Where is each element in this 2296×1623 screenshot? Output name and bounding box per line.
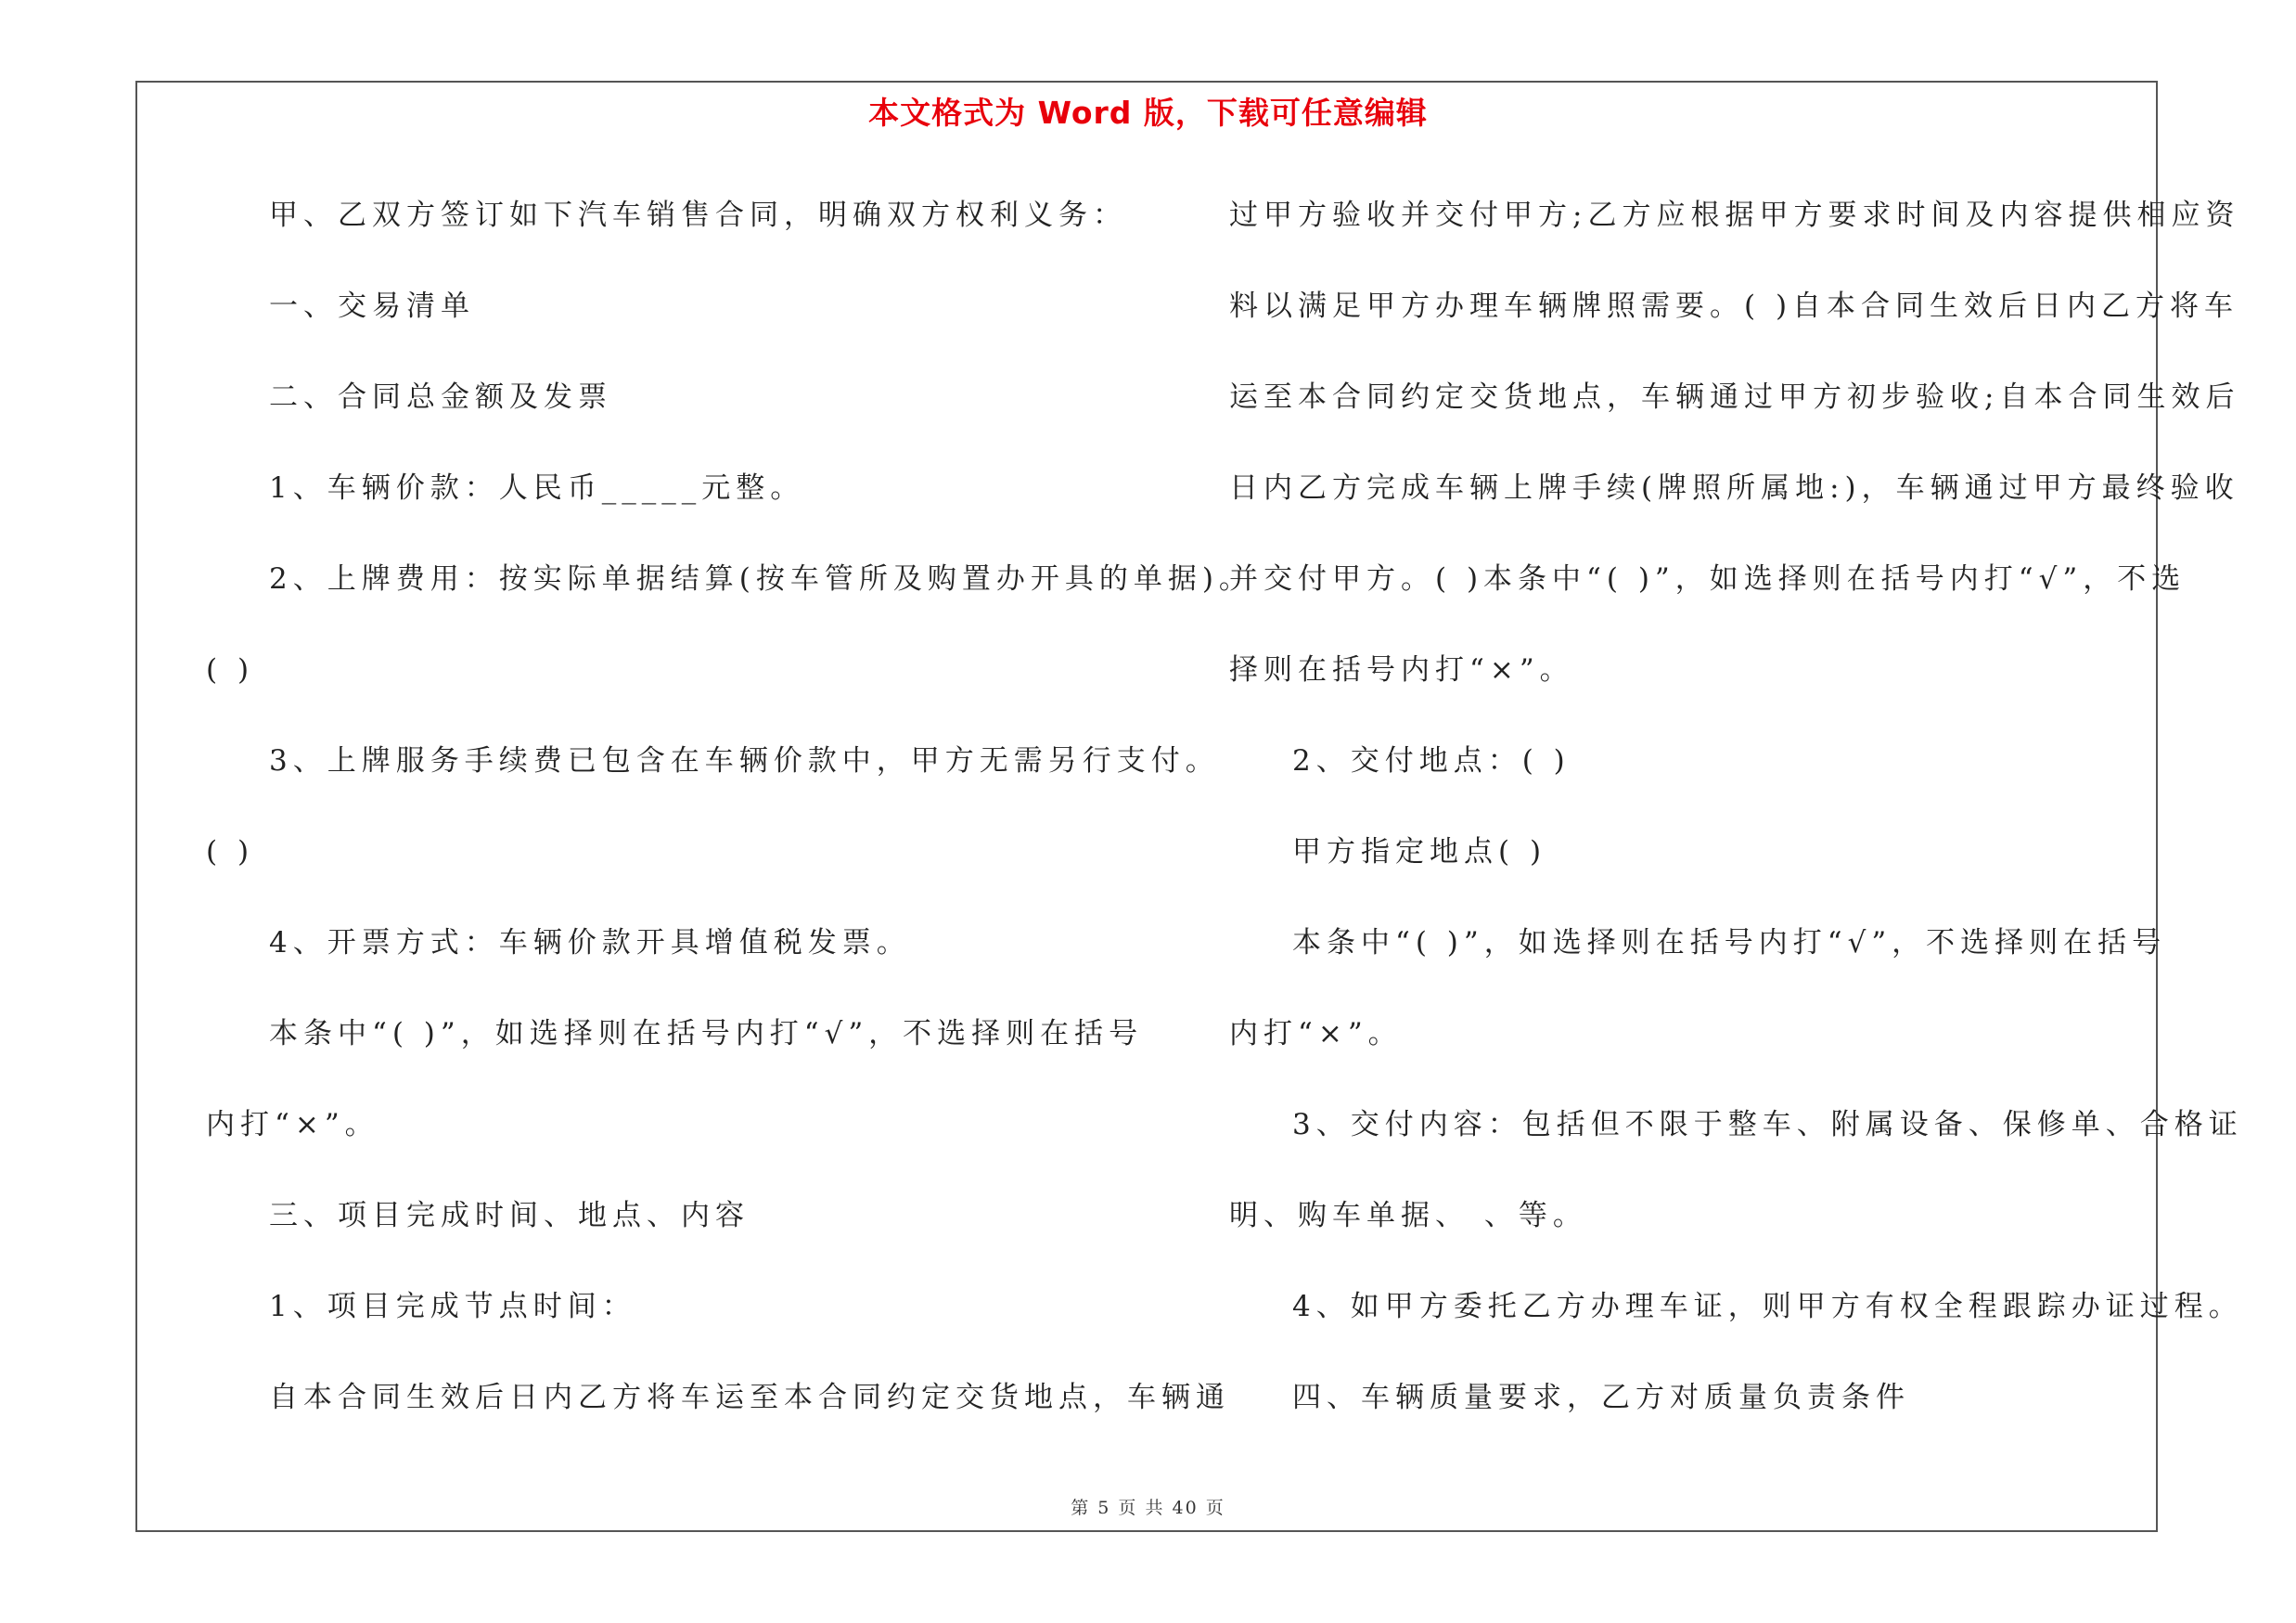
text-line: 3、交付内容：包括但不限于整车、附属设备、保修单、合格证 [1292,1108,2243,1141]
page-number: 第 5 页 共 40 页 [1071,1498,1225,1518]
text-line: 4、开票方式：车辆价款开具增值税发票。 [269,926,911,960]
text-line: 并交付甲方。( )本条中“( )”，如选择则在括号内打“√”，不选 [1229,562,2187,596]
text-line: 2、交付地点：( ) [1292,744,1571,778]
text-line: 一、交易清单 [269,290,475,323]
text-line: 3、上牌服务手续费已包含在车辆价款中，甲方无需另行支付。 [269,744,1220,778]
text-line: 4、如甲方委托乙方办理车证，则甲方有权全程跟踪办证过程。 [1292,1290,2243,1323]
text-line: 自本合同生效后日内乙方将车运至本合同约定交货地点，车辆通 [269,1381,1230,1414]
text-line: 料以满足甲方办理车辆牌照需要。( )自本合同生效后日内乙方将车 [1229,290,2239,323]
text-line: 内打“×”。 [1229,1017,1403,1050]
text-line: 运至本合同约定交货地点，车辆通过甲方初步验收;自本合同生效后 [1229,380,2240,414]
text-line: 甲方指定地点( ) [1292,835,1547,869]
text-line: 明、购车单据、 、等。 [1229,1199,1587,1232]
text-line: 二、合同总金额及发票 [269,380,612,414]
text-line: ( ) [206,653,255,687]
text-line: 过甲方验收并交付甲方;乙方应根据甲方要求时间及内容提供相应资 [1229,199,2240,232]
text-line: 甲、乙双方签订如下汽车销售合同，明确双方权利义务： [269,199,1127,232]
text-line: 1、车辆价款：人民币_____元整。 [269,471,805,505]
text-line: 日内乙方完成车辆上牌手续(牌照所属地:)，车辆通过甲方最终验收 [1229,471,2239,505]
text-line: 择则在括号内打“×”。 [1229,653,1574,687]
text-line: 四、车辆质量要求，乙方对质量负责条件 [1292,1381,1910,1414]
text-line: ( ) [206,835,255,869]
format-banner: 本文格式为 Word 版，下载可任意编辑 [868,95,1428,131]
text-line: 2、上牌费用：按实际单据结算(按车管所及购置办开具的单据)。 [269,562,1253,596]
text-line: 三、项目完成时间、地点、内容 [269,1199,750,1232]
text-line: 内打“×”。 [206,1108,379,1141]
text-line: 本条中“( )”，如选择则在括号内打“√”，不选择则在括号 [269,1017,1144,1050]
text-line: 1、项目完成节点时间： [269,1290,636,1323]
text-line: 本条中“( )”，如选择则在括号内打“√”，不选择则在括号 [1292,926,2167,960]
